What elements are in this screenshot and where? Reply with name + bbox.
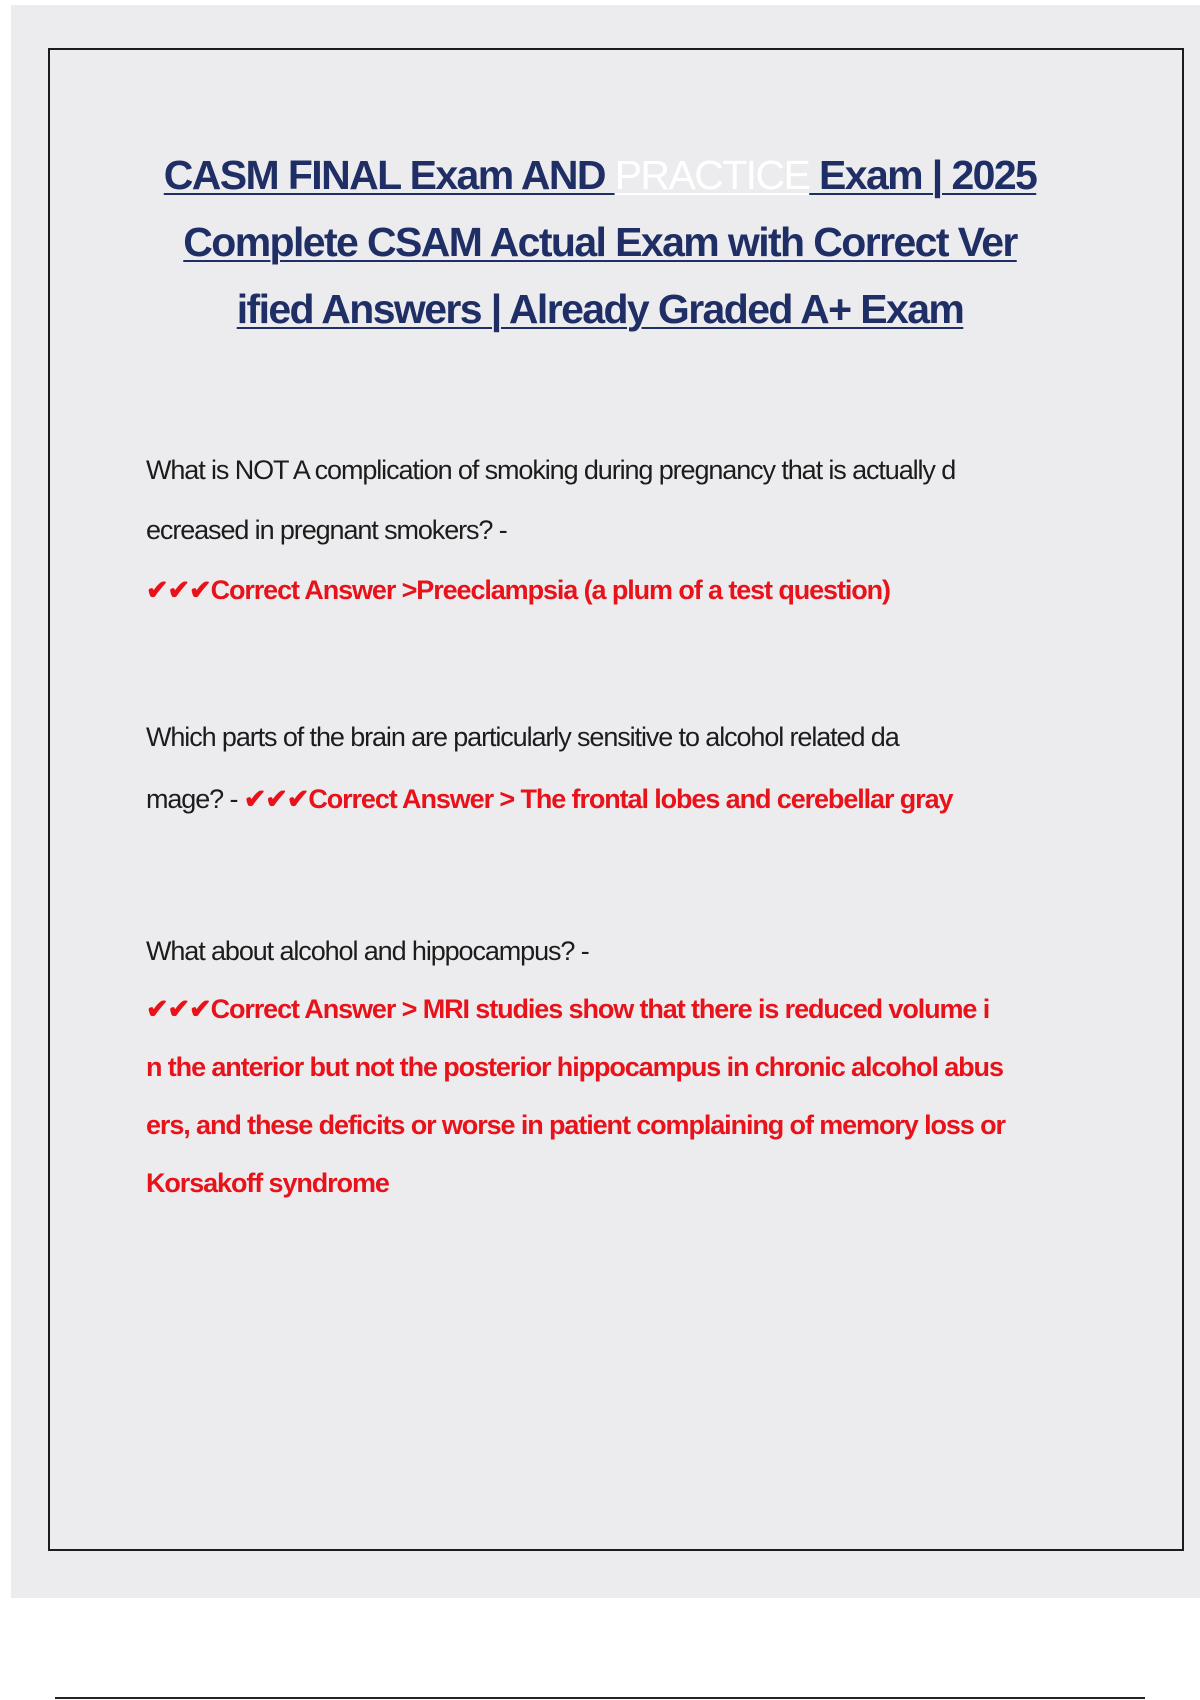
correct-answer: Korsakoff syndrome: [146, 1168, 389, 1198]
title-text: CASM FINAL Exam AND: [163, 152, 615, 198]
title-line-3: [150, 276, 1050, 343]
title-text: Complete CSAM Actual Exam with Correct Ver: [183, 219, 1017, 265]
page-divider: [55, 1697, 1145, 1699]
question-answer-line: [146, 768, 1086, 830]
title-text: Exam | 2025: [809, 152, 1037, 198]
question-text: mage? -: [146, 784, 244, 814]
question-text: Which parts of the brain are particularly sensitive to alcohol related da: [146, 722, 899, 752]
correct-answer: ✔✔✔Correct Answer >Preeclampsia (a plum of a test question): [146, 575, 890, 605]
question-block-1: [146, 440, 1086, 620]
correct-answer: n the anterior but not the posterior hippocampus in chronic alcohol abus: [146, 1052, 1003, 1082]
title-line-2: [150, 209, 1050, 276]
question-block-2: [146, 706, 1086, 830]
correct-answer: ✔✔✔Correct Answer > The frontal lobes and cerebellar gray: [243, 784, 953, 814]
title-line-1: [150, 142, 1050, 209]
question-block-3: [146, 922, 1086, 1212]
question-text: What about alcohol and hippocampus? -: [146, 936, 589, 966]
title-watermark-text: PRACTICE: [614, 152, 810, 198]
correct-answer: ✔✔✔Correct Answer > MRI studies show that there is reduced volume i: [146, 994, 990, 1024]
document-title: [150, 142, 1050, 343]
correct-answer: ers, and these deficits or worse in patient complaining of memory loss or: [146, 1110, 1005, 1140]
question-text: ecreased in pregnant smokers? -: [146, 515, 507, 545]
question-text: What is NOT A complication of smoking during pregnancy that is actually d: [146, 455, 956, 485]
title-text: ified Answers | Already Graded A+ Exam: [236, 286, 964, 332]
